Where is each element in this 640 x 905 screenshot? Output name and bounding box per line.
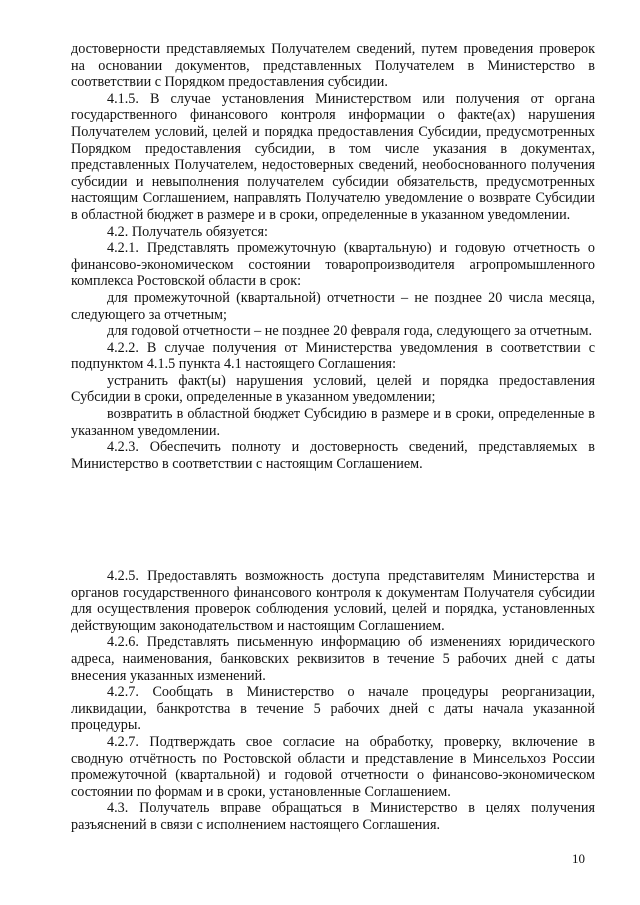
paragraph-quarterly-reporting: для промежуточной (квартальной) отчетности – не позднее 20 числа месяца, следующего за отчетным; [71,289,595,323]
paragraph-4-1-5: 4.1.5. В случае установления Министерством или получения от органа государственного финансового контроля информации о факте(ах) нарушения Получателем условий, целей и порядка предоставления Субсидии, предусмотренных Порядком предоставления субсидии, в том числе указания в документах, представленных Получателем, недостоверных сведений, необоснованного получения субсидии и невыполнения получателем субсидии обязательств, предусмотренных настоящим Соглашением, направлять Получателю уведомление о возврате Субсидии в областной бюджет в размере и в сроки, определенные в указанном уведомлении. [71,90,595,223]
paragraph-4-2-7-reorganization: 4.2.7. Сообщать в Министерство о начале процедуры реорганизации, ликвидации, банкротства в течение 5 рабочих дней с даты начала указанной процедуры. [71,684,595,734]
paragraph-4-2-2: 4.2.2. В случае получения от Министерства уведомления в соответствии с подпунктом 4.1.5 пункта 4.1 настоящего Соглашения: [71,339,595,373]
text-section-upper [71,41,595,472]
paragraph-4-2: 4.2. Получатель обязуется: [107,223,268,240]
paragraph-4-2-5: 4.2.5. Предоставлять возможность доступа представителям Министерства и органов государственного финансового контроля к документам Получателя субсидии для осуществления проверок соблюдения условий, целей и порядка, установленных действующим законодательством и настоящим Соглашением. [71,568,595,634]
paragraph-4-2-7-consent: 4.2.7. Подтверждать свое согласие на обработку, проверку, включение в сводную отчётность по Ростовской области и представление в Минсельхоз России промежуточной (квартальной) и годовой отчетности о финансово-экономическом состоянии по формам и в сроки, установленные Соглашением. [71,733,595,800]
paragraph-verification-continuation: достоверности представляемых Получателем сведений, путем проведения проверок на основании документов, представленных Получателем в Министерство в соответствии с Порядком предоставления субсидии. [71,41,595,91]
paragraph-4-2-6: 4.2.6. Представлять письменную информацию об изменениях юридического адреса, наименования, банковских реквизитов в течение 5 рабочих дней с даты внесения указанных изменений. [71,634,595,684]
page-number: 10 [572,851,585,866]
paragraph-4-3: 4.3. Получатель вправе обращаться в Министерство в целях получения разъяснений в связи с исполнением настоящего Соглашения. [71,800,595,833]
text-section-lower [71,568,595,834]
paragraph-annual-reporting: для годовой отчетности – не позднее 20 февраля года, следующего за отчетным. [107,323,593,340]
paragraph-4-2-1: 4.2.1. Представлять промежуточную (квартальную) и годовую отчетность о финансово-экономическом состоянии товаропроизводителя агропромышленного комплекса Ростовской области в срок: [71,240,595,290]
paragraph-return-subsidy: возвратить в областной бюджет Субсидию в размере и в сроки, определенные в указанном уведомлении. [71,406,595,439]
paragraph-eliminate-violations: устранить факт(ы) нарушения условий, целей и порядка предоставления Субсидии в сроки, определенные в указанном уведомлении; [71,372,595,406]
paragraph-4-2-3: 4.2.3. Обеспечить полноту и достоверность сведений, представляемых в Министерство в соответствии с настоящим Соглашением. [71,439,595,472]
